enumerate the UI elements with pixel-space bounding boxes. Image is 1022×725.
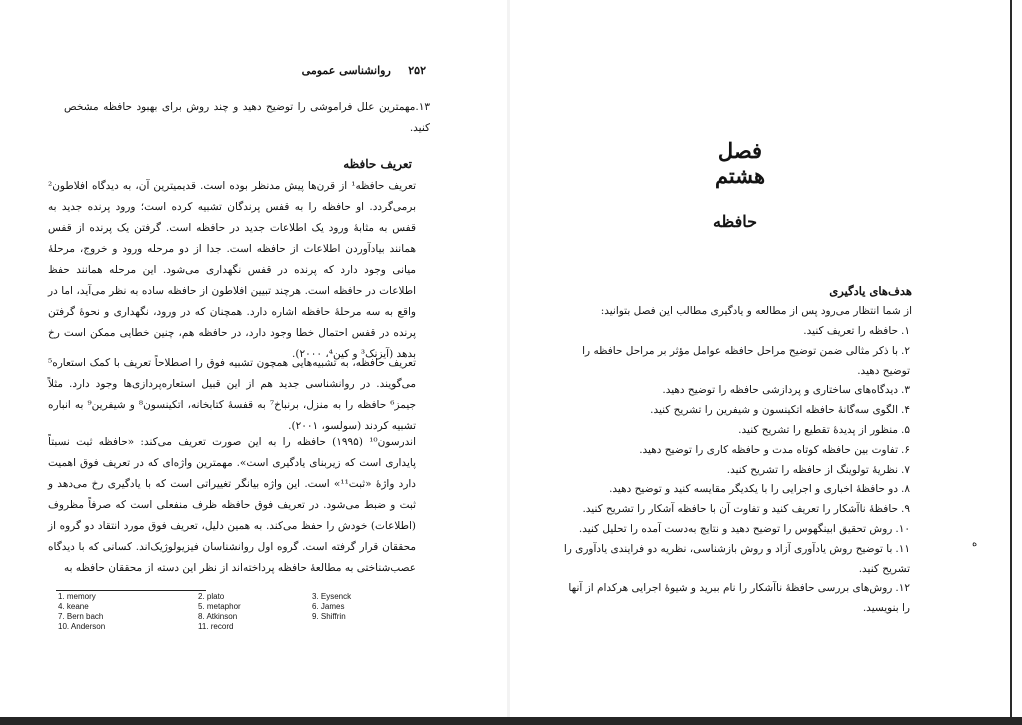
objective-text: منظور از پدیدهٔ تقطیع را تشریح کنید. <box>738 423 899 436</box>
objective-item <box>560 401 910 421</box>
objective-item <box>560 421 910 441</box>
objective-item <box>560 381 910 401</box>
footnote-column-3 <box>312 592 422 622</box>
chapter-title: حافظه <box>712 212 758 231</box>
objective-number: ۹. <box>901 503 910 516</box>
margin-mark: ه <box>972 538 978 549</box>
objective-item <box>560 480 910 500</box>
objective-item <box>560 322 910 342</box>
page-header <box>300 64 426 77</box>
footnote-column-2 <box>198 592 308 632</box>
objective-number: ۵. <box>901 423 910 436</box>
objective-item <box>560 342 910 382</box>
objective-number: ۴. <box>901 404 910 417</box>
footnote: 7. Bern bach <box>58 612 104 621</box>
footnote: 6. James <box>312 602 345 611</box>
objective-item <box>560 500 910 520</box>
footnote: 8. Atkinson <box>198 612 238 621</box>
objective-text: با ذکر مثالی ضمن توضیح مراحل حافظه عوامل مؤثر بر مراحل حافظه را توضیح دهید. <box>582 344 910 377</box>
objective-number: ۸. <box>901 483 910 496</box>
objective-text: حافظهٔ ناآشکار را تعریف کنید و تفاوت آن با حافظه آشکار را تشریح کنید. <box>582 503 899 516</box>
footnote: 1. memory <box>58 592 96 601</box>
objective-text: حافظه را تعریف کنید. <box>803 325 899 337</box>
left-page <box>0 0 508 725</box>
footnote: 2. plato <box>198 592 225 601</box>
objective-number: ۱۱. <box>895 542 910 555</box>
objective-text: الگوی سه‌گانهٔ حافظه اتکینسون و شیفرین را تشریح کنید. <box>650 404 899 417</box>
objective-number: ۲. <box>901 344 910 357</box>
footnote: 10. Anderson <box>58 622 106 631</box>
running-title: روانشناسی عمومی <box>301 64 391 77</box>
paragraph-3: اندرسون¹⁰ (۱۹۹۵) حافظه را به این صورت تعریف می‌کند: «حافظه ثبت نسبتاً پایداری است که زیربنای یادگیری است». مهمترین واژه‌ای که در تعریف فوق اهمیت دارد واژهٔ «ثبت¹¹» است. این واژه بیانگر تغییراتی است که با یادگیری رخ می‌دهد و ثبت و ضبط می‌شود. در تعریف فوق حافظه ظرف منفعلی است که صرفاً مظروف (اطلاعات) خودش را حفظ می‌کند. به همین دلیل، تعریف فوق مورد انتقاد دو گروه از محققان قرار گرفته است. گروه اول روانشناسان فیزیولوژیک‌اند. کسانی که با دیدگاه عصب‌شناختی به مطالعهٔ حافظه پرداخته‌اند از نظر این دسته از محققان حافظه به <box>48 436 416 574</box>
paragraph-2: تعریف حافظه، به تشبیه‌هایی همچون تشبیه فوق را اصطلاحاً تعریف با کمک استعاره⁵ می‌گویند. در روانشناسی جدید هم از این قبیل استعاره‌پردازی‌ها وجود دارد. مثلاً جیمز⁶ حافظه را به منزل، برنباخ⁷ به قفسهٔ کتابخانه، اتکینسون⁸ و شیفرین⁹ به انباره تشبیه کردند (سولسو، ۲۰۰۱). <box>48 357 416 432</box>
footnote-column-1 <box>58 592 168 632</box>
objective-text: با توضیح روش یادآوری آزاد و روش بازشناسی، نظریه دو فرایندی یادآوری را تشریح کنید. <box>563 542 910 575</box>
objective-number: ۳. <box>901 384 910 397</box>
objective-number: ۱۰. <box>895 522 910 535</box>
chapter-number: فصل هشتم <box>714 138 766 188</box>
objective-text: تفاوت بین حافظه کوتاه مدت و حافظه کاری را توضیح دهید. <box>639 443 899 456</box>
objective-number: ۶. <box>901 443 910 456</box>
objectives-list <box>560 322 910 619</box>
footnote-rule <box>56 590 206 591</box>
objective-text: روش‌های بررسی حافظهٔ ناآشکار را نام ببرید و شیوهٔ اجرایی هرکدام از آنها را بنویسید. <box>568 582 910 615</box>
objective-text: روش تحقیق ابینگهوس را توضیح دهید و نتایج به‌دست آمده را تحلیل کنید. <box>578 522 893 535</box>
footnote: 5. metaphor <box>198 602 241 611</box>
page-number: ۲۵۲ <box>408 64 426 77</box>
definition-heading: تعریف حافظه <box>343 157 412 171</box>
question-13: ۱۳.مهمترین علل فراموشی را توضیح دهید و چند روش برای بهبود حافظه مشخص کنید. <box>64 101 430 134</box>
objective-item <box>560 579 910 619</box>
objective-number: ۱۲. <box>895 582 910 595</box>
objectives-heading: هدف‌های یادگیری <box>829 284 912 298</box>
paragraph-1: تعریف حافظه¹ از قرن‌ها پیش مدنظر بوده است. قدیمیترین آن، به دیدگاه افلاطون² برمی‌گردد. او حافظه را به قفس پرندگان تشبیه کرده است؛ ورود پرنده جدید به قفس به مثابهٔ ورود یک اطلاعات جدید در حافظه است. گرفتن یک پرنده از قفس همانند بیادآوردن اطلاعات از حافظه است. جدا از دو مرحله ورود و خروج، مرحلهٔ میانی وجود دارد که پرنده در قفس نگهداری می‌شود. این مرحله همانند حفظ اطلاعات در حافظه است. هرچند تبیین افلاطون از حافظه ساده به نظر می‌آید، اما در واقع به سه مرحلهٔ حافظه اشاره دارد. همچنان که در ورود، نگهداری و نحوهٔ گرفتن پرنده در قفس احتمال خطا وجود دارد، در حافظه هم، چنین خطایی ممکن است رخ بدهد (آیزنک³ و کین⁴، ۲۰۰۰). <box>48 180 416 360</box>
objective-item <box>560 520 910 540</box>
footnote: 11. record <box>198 622 234 631</box>
objective-item <box>560 441 910 461</box>
objective-item <box>560 540 910 580</box>
objective-item <box>560 461 910 481</box>
objective-text: نظریهٔ تولوینگ از حافظه را تشریح کنید. <box>726 463 899 476</box>
footnote: 9. Shiffrin <box>312 612 346 621</box>
objective-text: دیدگاه‌های ساختاری و پردازشی حافظه را توضیح دهید. <box>662 384 899 397</box>
footnote: 4. keane <box>58 602 89 611</box>
objective-number: ۷. <box>901 463 910 476</box>
scan-edge-bottom <box>0 717 1022 725</box>
objective-number: ۱. <box>901 325 910 337</box>
objective-text: دو حافظهٔ اخباری و اجرایی را با یکدیگر مقایسه کنید و توضیح دهید. <box>609 483 899 496</box>
objectives-intro: از شما انتظار می‌رود پس از مطالعه و یادگیری مطالب این فصل بتوانید: <box>600 305 912 317</box>
footnote: 3. Eysenck <box>312 592 352 601</box>
scan-edge-right <box>1010 0 1012 725</box>
